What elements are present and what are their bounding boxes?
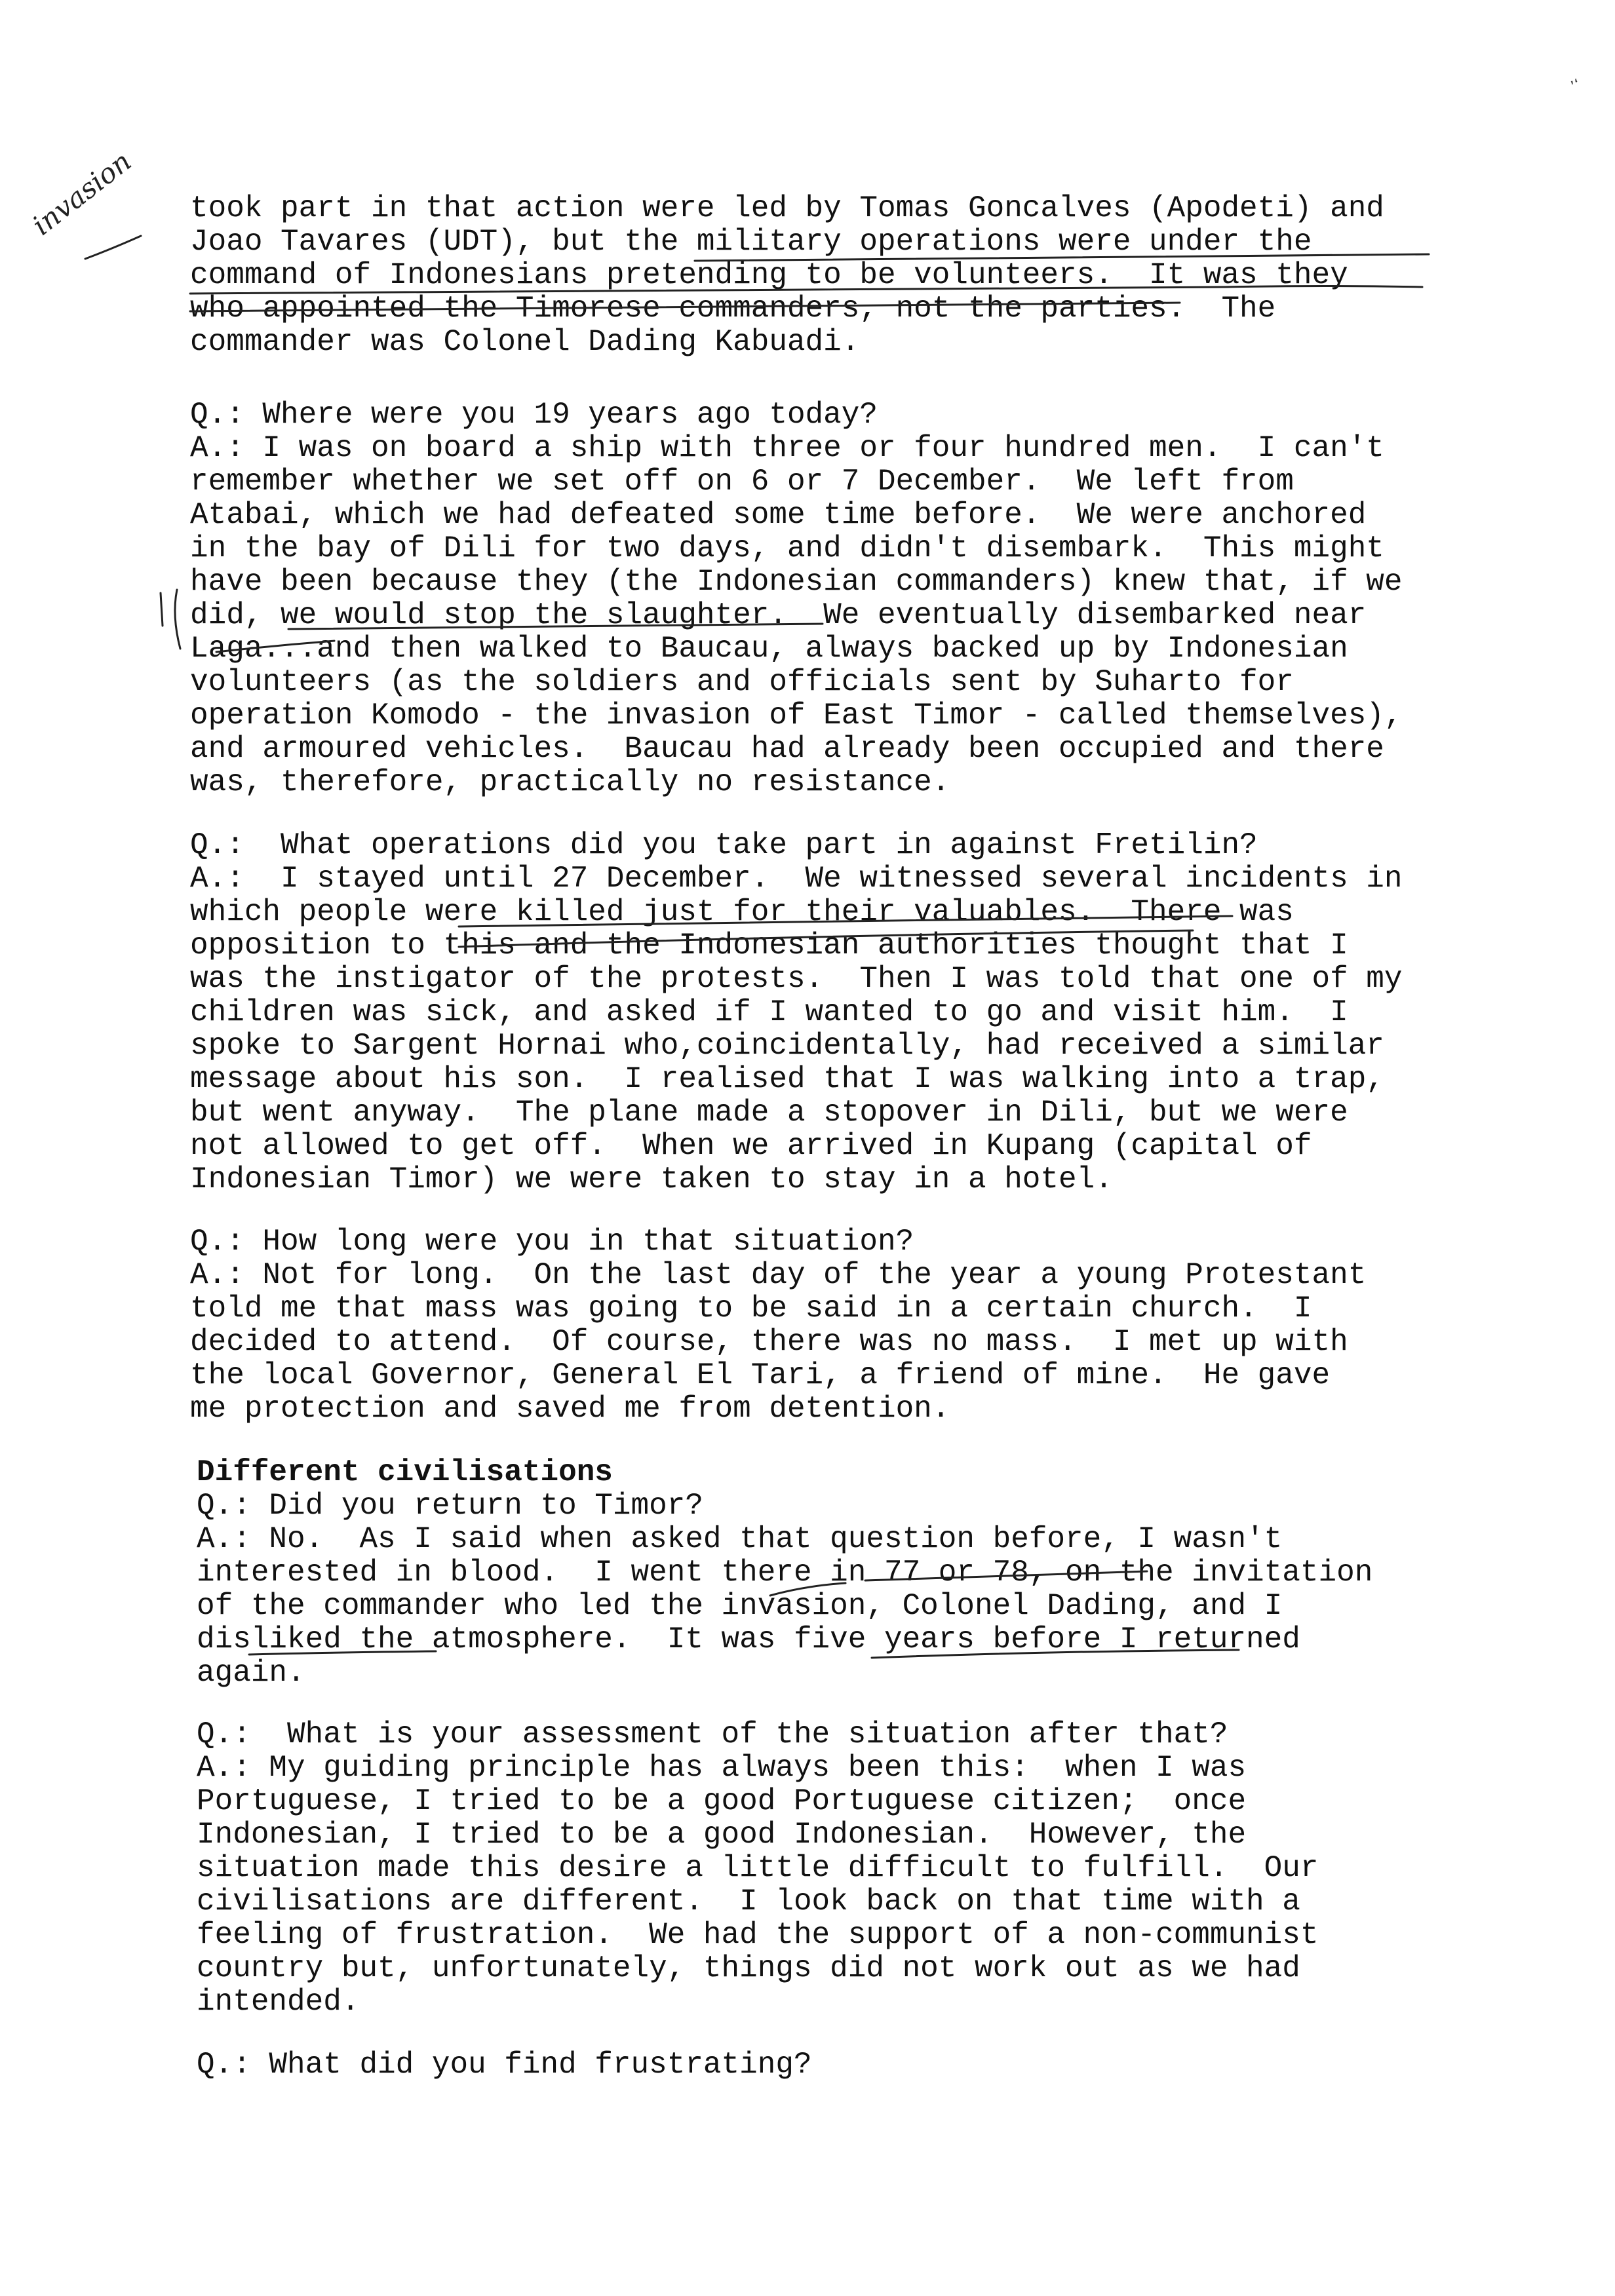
text-line: have been because they (the Indonesian commanders) knew that, if we	[190, 565, 1403, 599]
text-line: was, therefore, practically no resistance.	[190, 765, 950, 799]
corner-pen-mark: ʼʻ	[1568, 76, 1585, 95]
text-line: opposition to this and the Indonesian authorities thought that I	[190, 928, 1348, 963]
text-line: A.: No. As I said when asked that question before, I wasn't	[197, 1522, 1283, 1556]
text-line: was the instigator of the protests. Then I was told that one of my	[190, 962, 1403, 996]
text-line: not allowed to get off. When we arrived in Kupang (capital of	[190, 1129, 1312, 1163]
text-line: Indonesian Timor) we were taken to stay in a hotel.	[190, 1162, 1113, 1196]
qa-frustrating	[197, 2048, 1508, 2082]
text-line: disliked the atmosphere. It was five years before I returned	[197, 1622, 1300, 1656]
text-line: but went anyway. The plane made a stopover in Dili, but we were	[190, 1096, 1348, 1130]
text-line: civilisations are different. I look back on that time with a	[197, 1885, 1300, 1919]
text-line: command of Indonesians pretending to be volunteers. It was they	[190, 258, 1348, 292]
text-line: A.: My guiding principle has always been this: when I was	[197, 1751, 1247, 1785]
text-line: Laga...and then walked to Baucau, always backed up by Indonesian	[190, 632, 1348, 666]
text-line: situation made this desire a little difficult to fulfill. Our	[197, 1851, 1319, 1885]
text-line: children was sick, and asked if I wanted to go and visit him. I	[190, 995, 1348, 1029]
text-line: feeling of frustration. We had the support of a non-communist	[197, 1918, 1319, 1952]
text-line: did, we would stop the slaughter. We eventually disembarked near	[190, 598, 1367, 632]
text-line: who appointed the Timorese commanders, not the parties. The	[190, 292, 1276, 326]
margin-bar-mark	[175, 590, 180, 649]
text-line: Atabai, which we had defeated some time before. We were anchored	[190, 498, 1367, 532]
text-line: intended.	[197, 1985, 360, 2019]
question-line: Q.: How long were you in that situation?	[190, 1225, 914, 1259]
text-line: message about his son. I realised that I was walking into a trap,	[190, 1062, 1384, 1096]
text-line: country but, unfortunately, things did not work out as we had	[197, 1951, 1300, 1985]
margin-arrow-mark	[85, 236, 141, 259]
text-line: of the commander who led the invasion, Colonel Dading, and I	[197, 1589, 1283, 1623]
text-line: and armoured vehicles. Baucau had already been occupied and there	[190, 732, 1384, 766]
text-line: volunteers (as the soldiers and officials sent by Suharto for	[190, 665, 1294, 699]
text-line: which people were killed just for their valuables. There was	[190, 895, 1294, 929]
text-line: Indonesian, I tried to be a good Indonesian. However, the	[197, 1818, 1247, 1852]
text-line: Portuguese, I tried to be a good Portuguese citizen; once	[197, 1784, 1247, 1818]
text-line: took part in that action were led by Tomas Goncalves (Apodeti) and	[190, 191, 1384, 225]
qa-where-were-you	[190, 398, 1501, 799]
text-line: again.	[197, 1656, 305, 1690]
margin-bar-mark	[161, 593, 163, 626]
qa-return-to-timor	[197, 1489, 1508, 1690]
paragraph-intro	[190, 192, 1501, 359]
text-line: decided to attend. Of course, there was no mass. I met up with	[190, 1325, 1348, 1359]
text-line: spoke to Sargent Hornai who,coincidentally, had received a similar	[190, 1029, 1384, 1063]
text-line: the local Governor, General El Tari, a friend of mine. He gave	[190, 1358, 1331, 1392]
section-heading: Different civilisations	[197, 1455, 613, 1489]
question-line: Q.: Did you return to Timor?	[197, 1489, 703, 1523]
handwritten-margin-note: invasion	[26, 145, 138, 242]
text-line: Joao Tavares (UDT), but the military operations were under the	[190, 225, 1312, 259]
qa-assessment	[197, 1718, 1508, 2019]
text-line: operation Komodo - the invasion of East Timor - called themselves),	[190, 698, 1403, 733]
text-line: A.: I stayed until 27 December. We witnessed several incidents in	[190, 862, 1403, 896]
qa-operations	[190, 829, 1501, 1196]
text-line: me protection and saved me from detention.	[190, 1392, 950, 1426]
text-line: interested in blood. I went there in 77 or 78, on the invitation	[197, 1556, 1373, 1590]
text-line: commander was Colonel Dading Kabuadi.	[190, 325, 860, 359]
question-line: Q.: Where were you 19 years ago today?	[190, 398, 878, 432]
text-line: told me that mass was going to be said in a certain church. I	[190, 1292, 1312, 1326]
question-line: Q.: What did you find frustrating?	[197, 2048, 812, 2082]
text-line: in the bay of Dili for two days, and didn't disembark. This might	[190, 531, 1384, 565]
question-line: Q.: What is your assessment of the situation after that?	[197, 1717, 1228, 1751]
question-line: Q.: What operations did you take part in against Fretilin?	[190, 828, 1258, 862]
text-line: remember whether we set off on 6 or 7 December. We left from	[190, 465, 1294, 499]
text-line: A.: Not for long. On the last day of the year a young Protestant	[190, 1258, 1367, 1292]
qa-how-long	[190, 1225, 1501, 1426]
text-line: A.: I was on board a ship with three or four hundred men. I can't	[190, 431, 1384, 465]
